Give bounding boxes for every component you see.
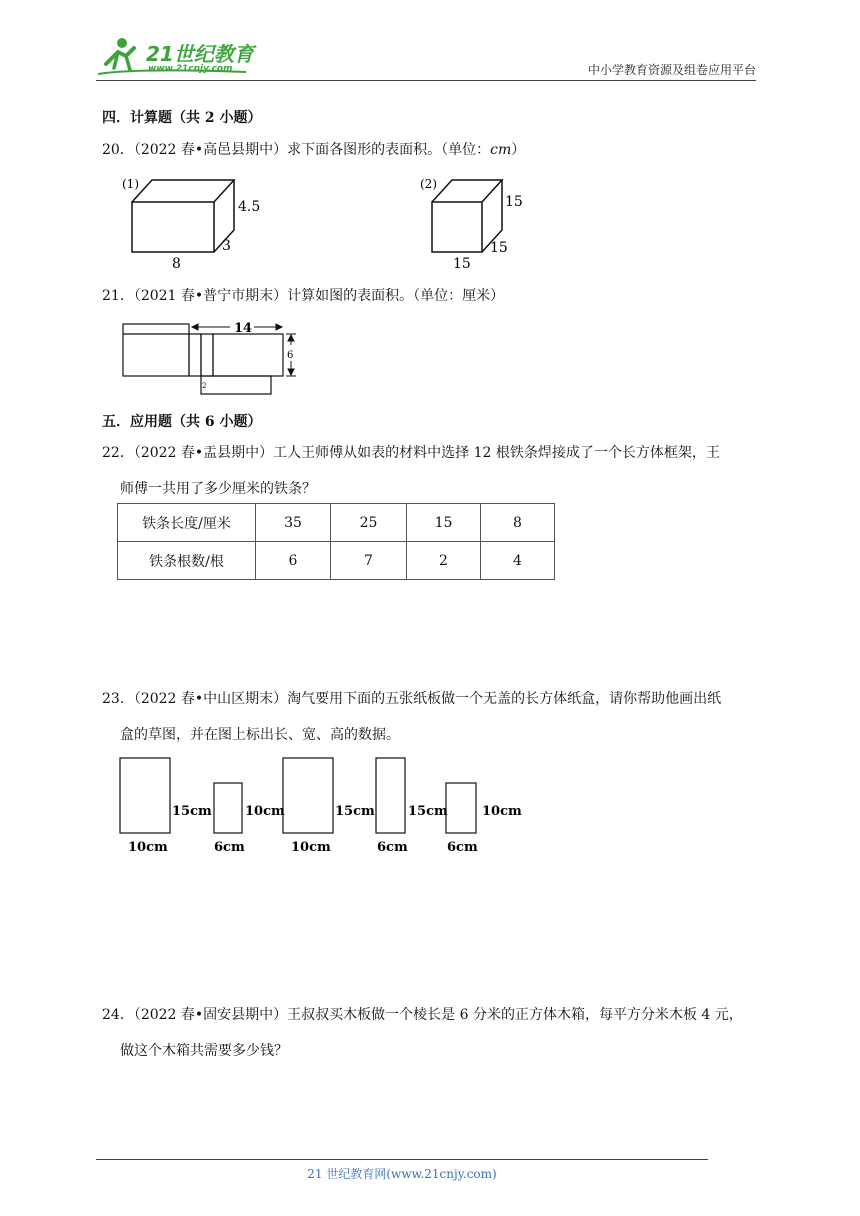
question-number: 24． (102, 1007, 134, 1023)
question-21 (102, 281, 762, 311)
board-height-label: 15cm (172, 804, 212, 819)
footer-link[interactable]: 21 世纪教育网(www.21cnjy.com) (307, 1167, 497, 1181)
question-number: 22． (102, 445, 134, 461)
question-text: （2022 春•盂县期中）工人王师傅从如表的材料中选择 12 根铁条焊接成了一个长方体框架，王 (133, 445, 720, 461)
header-platform-text: 中小学教育资源及组卷应用平台 (587, 63, 756, 77)
q20-figures (116, 172, 536, 272)
table-cell: 铁条根数/根 (118, 542, 256, 580)
question-text: （2022 春•高邑县期中）求下面各图形的表面积。（单位： (133, 142, 491, 158)
dim-small: 2 (202, 382, 207, 390)
question-number: 23． (102, 691, 134, 707)
board-width-label: 10cm (128, 840, 168, 855)
question-22-line2: 师傅一共用了多少厘米的铁条？ (120, 481, 316, 497)
table-cell: 2 (407, 542, 481, 580)
table-row (118, 542, 555, 580)
board-1 (120, 758, 170, 833)
table-cell: 25 (331, 504, 407, 542)
board-height-label: 15cm (335, 804, 375, 819)
dim-edge-a: 15 (505, 194, 523, 210)
figure-tag: (1) (122, 177, 139, 191)
header-divider (96, 80, 756, 81)
board-2 (214, 783, 242, 833)
logo-title: 21世纪教育 (146, 42, 254, 66)
question-24-line2: 做这个木箱共需要多少钱？ (120, 1043, 288, 1059)
table-cell: 8 (481, 504, 555, 542)
dim-height-6: 6 (287, 350, 294, 361)
dim-width: 3 (222, 238, 231, 254)
dim-edge-c: 15 (453, 256, 471, 272)
table-cell: 15 (407, 504, 481, 542)
board-width-label: 6cm (377, 840, 408, 855)
dim-height: 4.5 (238, 199, 261, 215)
question-24 (102, 1000, 762, 1030)
board-width-label: 6cm (447, 840, 478, 855)
question-close: ） (511, 142, 526, 158)
question-23 (102, 684, 762, 714)
figure-tag: (2) (420, 177, 437, 191)
q23-boards-figure (116, 756, 536, 860)
question-number: 20． (102, 142, 134, 158)
cuboid-figure-1 (132, 180, 234, 252)
question-number: 21． (102, 288, 134, 304)
board-4 (376, 758, 405, 833)
footer-divider (96, 1159, 708, 1160)
table-cell: 6 (256, 542, 331, 580)
section-title-application: 五．应用题（共 6 小题） (102, 414, 262, 430)
board-height-label: 10cm (245, 804, 285, 819)
q21-net-figure (120, 318, 310, 398)
question-23-line2: 盒的草图，并在图上标出长、宽、高的数据。 (120, 727, 400, 743)
dim-edge-b: 15 (490, 240, 508, 256)
question-20 (102, 135, 762, 165)
table-cell: 4 (481, 542, 555, 580)
table-cell: 7 (331, 542, 407, 580)
dim-length: 8 (172, 256, 181, 272)
board-width-label: 10cm (291, 840, 331, 855)
materials-table (117, 503, 555, 580)
board-height-label: 10cm (482, 804, 522, 819)
question-text: （2021 春•普宁市期末）计算如图的表面积。（单位：厘米） (133, 288, 505, 304)
table-cell: 35 (256, 504, 331, 542)
logo-url: www.21cnjy.com (148, 64, 233, 74)
board-height-label: 15cm (408, 804, 448, 819)
question-text: （2022 春•中山区期末）淘气要用下面的五张纸板做一个无盖的长方体纸盒，请你帮助他画出纸 (133, 691, 722, 707)
unit-text: cm (490, 142, 512, 158)
question-text: （2022 春•固安县期中）王叔叔买木板做一个棱长是 6 分米的正方体木箱，每平方分米木板 4 元， (133, 1007, 743, 1023)
board-3 (283, 758, 333, 833)
section-title-calc: 四．计算题（共 2 小题） (102, 110, 262, 126)
table-cell: 铁条长度/厘米 (118, 504, 256, 542)
question-22 (102, 438, 762, 468)
dim-length-14: 14 (234, 321, 253, 336)
board-5 (446, 783, 476, 833)
table-row (118, 504, 555, 542)
board-width-label: 6cm (214, 840, 245, 855)
